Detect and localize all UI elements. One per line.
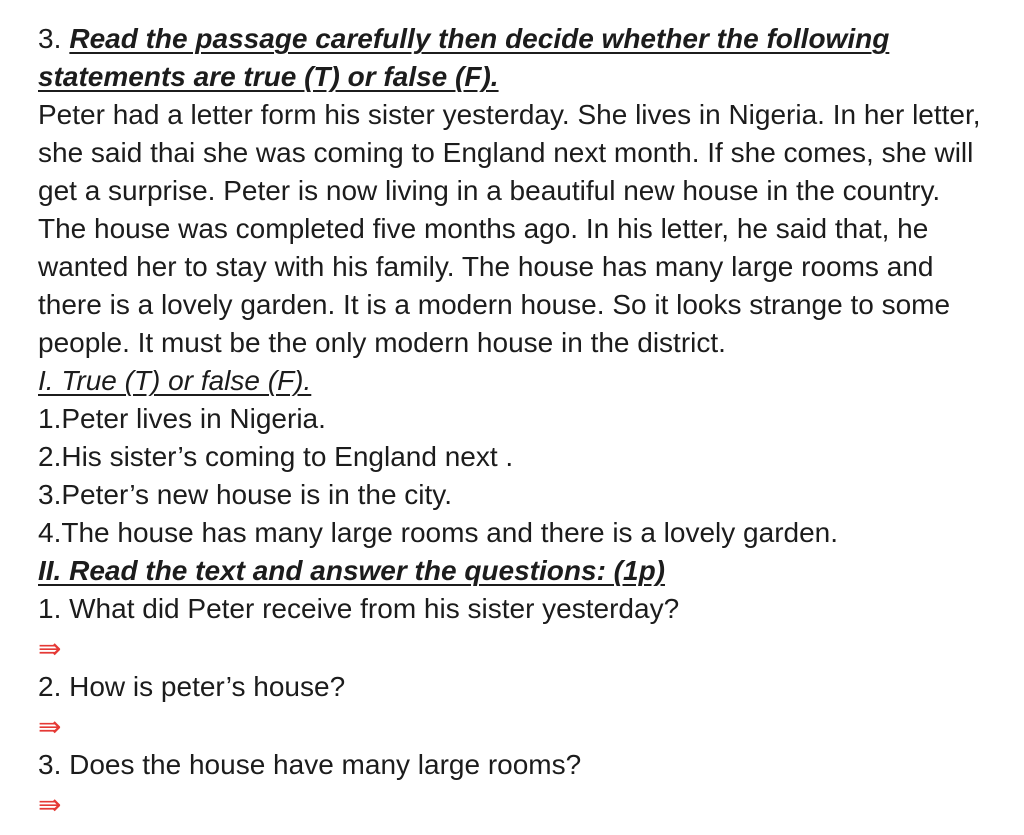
instruction-line-2: statements are true (T) or false (F). bbox=[38, 61, 499, 92]
question-block bbox=[38, 590, 1004, 668]
statement-item: 4.The house has many large rooms and there is a lovely garden. bbox=[38, 517, 839, 548]
part2-title: II. Read the text and answer the questions: (1p) bbox=[38, 555, 665, 586]
part2-title-row bbox=[38, 552, 1004, 590]
question-block bbox=[38, 668, 1004, 746]
answer-arrow-icon: ⇛ bbox=[38, 711, 62, 742]
passage-line: she said thai she was coming to England next month. If she comes, she will bbox=[38, 137, 974, 168]
statement-item: 3.Peter’s new house is in the city. bbox=[38, 479, 452, 510]
statement-item: 1.Peter lives in Nigeria. bbox=[38, 403, 326, 434]
instruction-line-2-row bbox=[38, 58, 1004, 96]
passage-line: The house was completed five months ago. In his letter, he said that, he bbox=[38, 213, 929, 244]
exercise-number: 3. bbox=[38, 23, 62, 54]
passage-line: wanted her to stay with his family. The house has many large rooms and bbox=[38, 251, 934, 282]
question-block bbox=[38, 746, 1004, 824]
part1-title: I. True (T) or false (F). bbox=[38, 365, 312, 396]
passage-line: get a surprise. Peter is now living in a beautiful new house in the country. bbox=[38, 175, 941, 206]
exercise-heading bbox=[38, 20, 1004, 58]
passage-line: there is a lovely garden. It is a modern house. So it looks strange to some bbox=[38, 289, 951, 320]
question-text: 2. How is peter’s house? bbox=[38, 671, 346, 702]
instruction-line-1: Read the passage carefully then decide whether the following bbox=[69, 23, 890, 54]
passage-line: people. It must be the only modern house in the district. bbox=[38, 327, 726, 358]
statement-item: 2.His sister’s coming to England next . bbox=[38, 441, 514, 472]
question-text: 1. What did Peter receive from his sister yesterday? bbox=[38, 593, 680, 624]
part1-title-row bbox=[38, 362, 1004, 400]
passage-line: Peter had a letter form his sister yesterday. She lives in Nigeria. In her letter, bbox=[38, 99, 981, 130]
answer-arrow-icon: ⇛ bbox=[38, 789, 62, 820]
question-text: 3. Does the house have many large rooms? bbox=[38, 749, 582, 780]
answer-arrow-icon: ⇛ bbox=[38, 633, 62, 664]
reading-passage bbox=[38, 96, 1004, 362]
